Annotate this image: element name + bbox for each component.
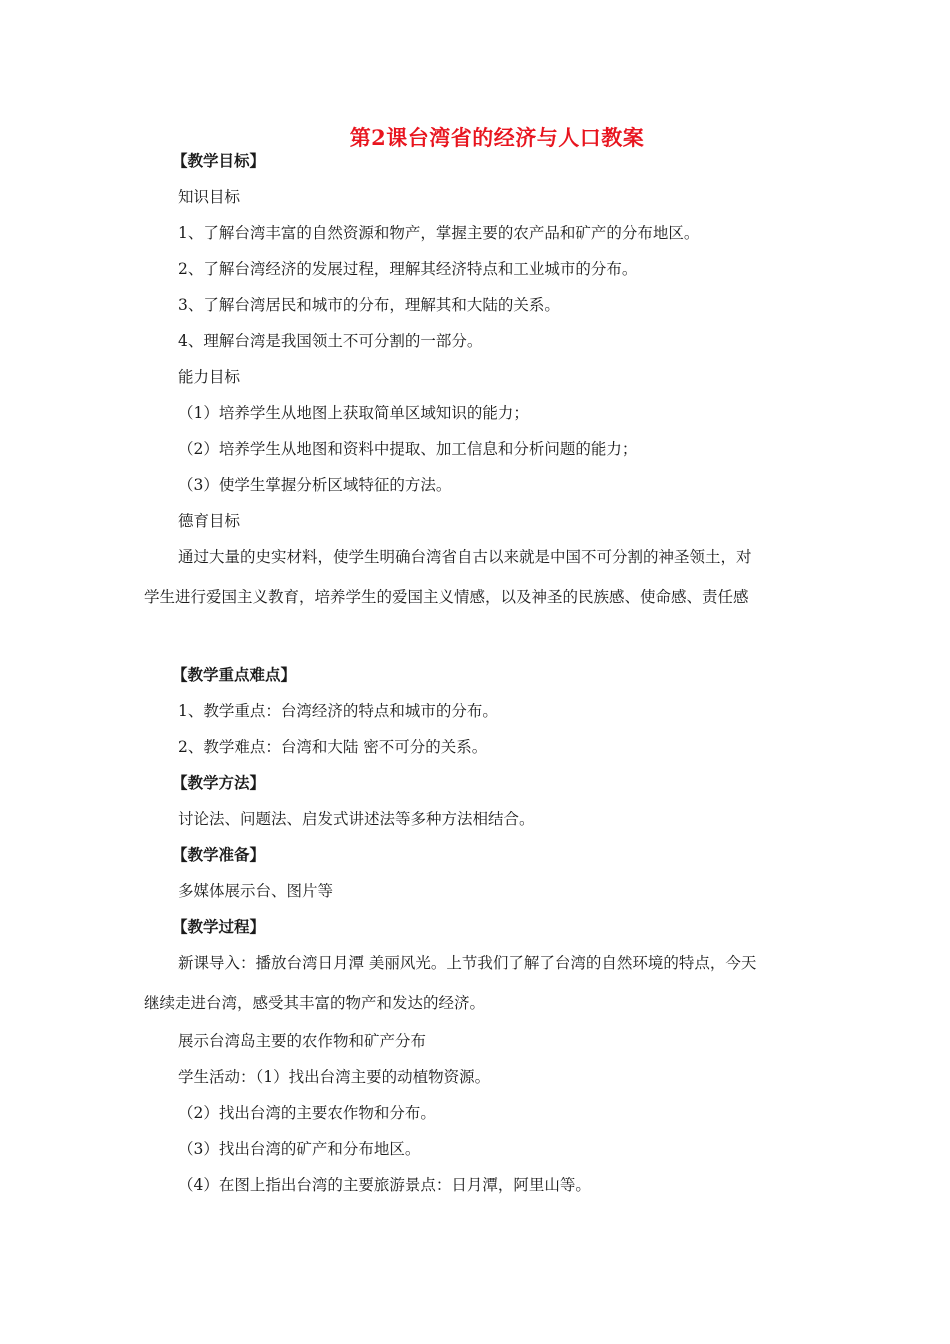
process-heading: 【教学过程】 — [172, 917, 266, 936]
ability-goal-label: 能力目标 — [178, 368, 241, 386]
process-show-text: 展示台湾岛主要的农作物和矿产分布 — [178, 1032, 427, 1050]
moral-goal-label: 德育目标 — [178, 512, 241, 530]
ability-item: （3）使学生掌握分析区域特征的方法。 — [178, 476, 452, 494]
ability-item: （1）培养学生从地图上获取简单区域知识的能力； — [178, 404, 529, 422]
preparation-heading: 【教学准备】 — [172, 845, 266, 864]
document-title: 第2课台湾省的经济与人口教案 — [349, 125, 645, 150]
methods-text: 讨论法、问题法、启发式讲述法等多种方法相结合。 — [178, 810, 535, 828]
moral-goal-text-line1: 通过大量的史实材料，使学生明确台湾省自古以来就是中国不可分割的神圣领土，对 — [178, 548, 752, 566]
key-point-item: 1、教学重点：台湾经济的特点和城市的分布。 — [178, 702, 498, 720]
knowledge-item: 3、了解台湾居民和城市的分布，理解其和大陆的关系。 — [178, 296, 560, 314]
knowledge-item: 1、了解台湾丰富的自然资源和物产，掌握主要的农产品和矿产的分布地区。 — [178, 224, 700, 242]
process-activity: 学生活动：（1）找出台湾主要的动植物资源。 — [178, 1068, 491, 1086]
methods-heading: 【教学方法】 — [172, 773, 266, 792]
process-step: （2）找出台湾的主要农作物和分布。 — [178, 1104, 436, 1122]
knowledge-item: 4、理解台湾是我国领土不可分割的一部分。 — [178, 332, 483, 350]
goals-heading: 【教学目标】 — [172, 151, 266, 170]
ability-item: （2）培养学生从地图和资料中提取、加工信息和分析问题的能力； — [178, 440, 638, 458]
process-intro-line2: 继续走进台湾，感受其丰富的物产和发达的经济。 — [144, 994, 486, 1012]
preparation-text: 多媒体展示台、图片等 — [178, 882, 334, 900]
key-points-heading: 【教学重点难点】 — [172, 665, 297, 684]
process-step: （4）在图上指出台湾的主要旅游景点：日月潭，阿里山等。 — [178, 1176, 591, 1194]
key-point-item: 2、教学难点：台湾和大陆 密不可分的关系。 — [178, 738, 488, 756]
process-intro-line1: 新课导入：播放台湾日月潭 美丽风光。上节我们了解了台湾的自然环境的特点，今天 — [178, 954, 757, 972]
process-step: （3）找出台湾的矿产和分布地区。 — [178, 1140, 421, 1158]
moral-goal-text-line2: 学生进行爱国主义教育，培养学生的爱国主义情感，以及神圣的民族感、使命感、责任感 — [144, 588, 749, 606]
knowledge-item: 2、了解台湾经济的发展过程，理解其经济特点和工业城市的分布。 — [178, 260, 638, 278]
knowledge-goal-label: 知识目标 — [178, 188, 241, 206]
